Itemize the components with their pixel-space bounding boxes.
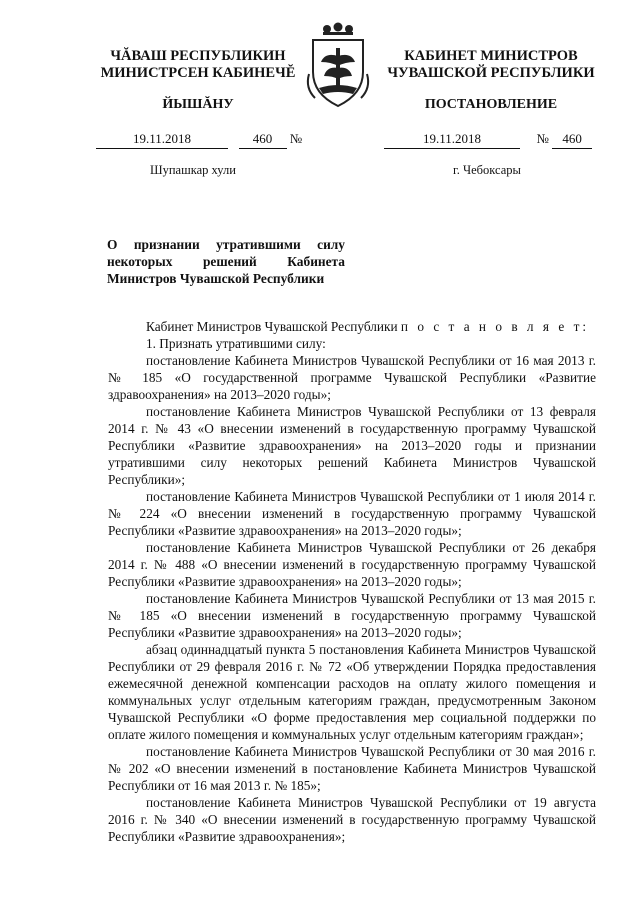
paragraph: постановление Кабинета Министров Чувашской Республики от 30 мая 2016 г. № 202 «О внесении изменений в постановление Кабинета Министров Чувашской Республики от 16 мая 2013 г. № 185»; (108, 744, 596, 793)
place-left: Шупашкар хули (150, 163, 236, 177)
body-lead (108, 318, 596, 335)
left-number: 460 (239, 131, 287, 149)
paragraph: абзац одиннадцатый пункта 5 постановления Кабинета Министров Чувашской Республики от 29 февраля 2016 г. № 72 «Об утверждении Порядка предоставления ежемесячной денежной компенсации расходов на оплату жилого помещения и коммунальных услуг отдельным категориям граждан, предусмотренным Законом Чувашской Республики «О форме предоставления мер социальной поддержки по оплате жилого помещения и коммунальных услуг отдельным категориям граждан»; (108, 642, 596, 742)
paragraph: постановление Кабинета Министров Чувашской Республики от 19 августа 2016 г. № 340 «О внесении изменений в государственную программу Чувашской Республики «Развитие здравоохранения»; (108, 795, 596, 844)
header-right-doctype: ПОСТАНОВЛЕНИЕ (424, 97, 558, 112)
lead-spaced: п о с т а н о в л я е т: (400, 319, 590, 334)
header-left-doctype: ЙЫШĂНУ (162, 97, 234, 112)
paragraph: постановление Кабинета Министров Чувашской Республики от 16 мая 2013 г. № 185 «О государственной программе Чувашской Республики «Развитие здравоохранения» на 2013–2020 годы»; (108, 353, 596, 402)
coat-of-arms-icon (303, 22, 373, 112)
header-left-line2: МИНИСТРСЕН КАБИНЕЧĔ (100, 65, 296, 81)
paragraph: постановление Кабинета Министров Чувашской Республики от 26 декабря 2014 г. № 488 «О внесении изменений в государственную программу Чувашской Республики «Развитие здравоохранения» на 2013–2020 годы»; (108, 540, 596, 589)
lead-prefix: Кабинет Министров Чувашской Республики (146, 319, 398, 334)
paragraph: постановление Кабинета Министров Чувашской Республики от 13 февраля 2014 г. № 43 «О внесении изменений в государственную программу Чувашской Республики «Развитие здравоохранения» на 2013–2020 годы и признании утратившими силу некоторых решений Кабинета Министров Чувашской Республики»; (108, 404, 596, 487)
header-left-line1: ЧĂВАШ РЕСПУБЛИКИН (110, 48, 286, 64)
left-date: 19.11.2018 (96, 131, 228, 149)
paragraph: постановление Кабинета Министров Чувашской Республики от 13 мая 2015 г. № 185 «О внесении изменений в государственную программу Чувашской Республики «Развитие здравоохранения» на 2013–2020 годы»; (108, 591, 596, 640)
header-right-line1: КАБИНЕТ МИНИСТРОВ (404, 48, 578, 64)
paragraph: постановление Кабинета Министров Чувашской Республики от 1 июля 2014 г. № 224 «О внесении изменений в государственную программу Чувашской Республики «Развитие здравоохранения» на 2013–2020 годы»; (108, 489, 596, 538)
document-title: О признании утратившими силу некоторых решений Кабинета Министров Чувашской Республики (107, 237, 345, 286)
header-right-line2: ЧУВАШСКОЙ РЕСПУБЛИКИ (387, 65, 595, 81)
header-left-org (98, 48, 298, 82)
left-number-sign: № (289, 131, 303, 146)
paragraph: 1. Признать утратившими силу: (146, 336, 326, 351)
place-right: г. Чебоксары (453, 163, 521, 177)
header-right-org (386, 48, 596, 82)
number-line-left (96, 131, 302, 149)
right-date: 19.11.2018 (384, 131, 520, 149)
number-line-right (384, 131, 592, 149)
document-body (108, 318, 596, 845)
right-number-sign: № (536, 131, 549, 146)
right-number: 460 (552, 131, 592, 149)
